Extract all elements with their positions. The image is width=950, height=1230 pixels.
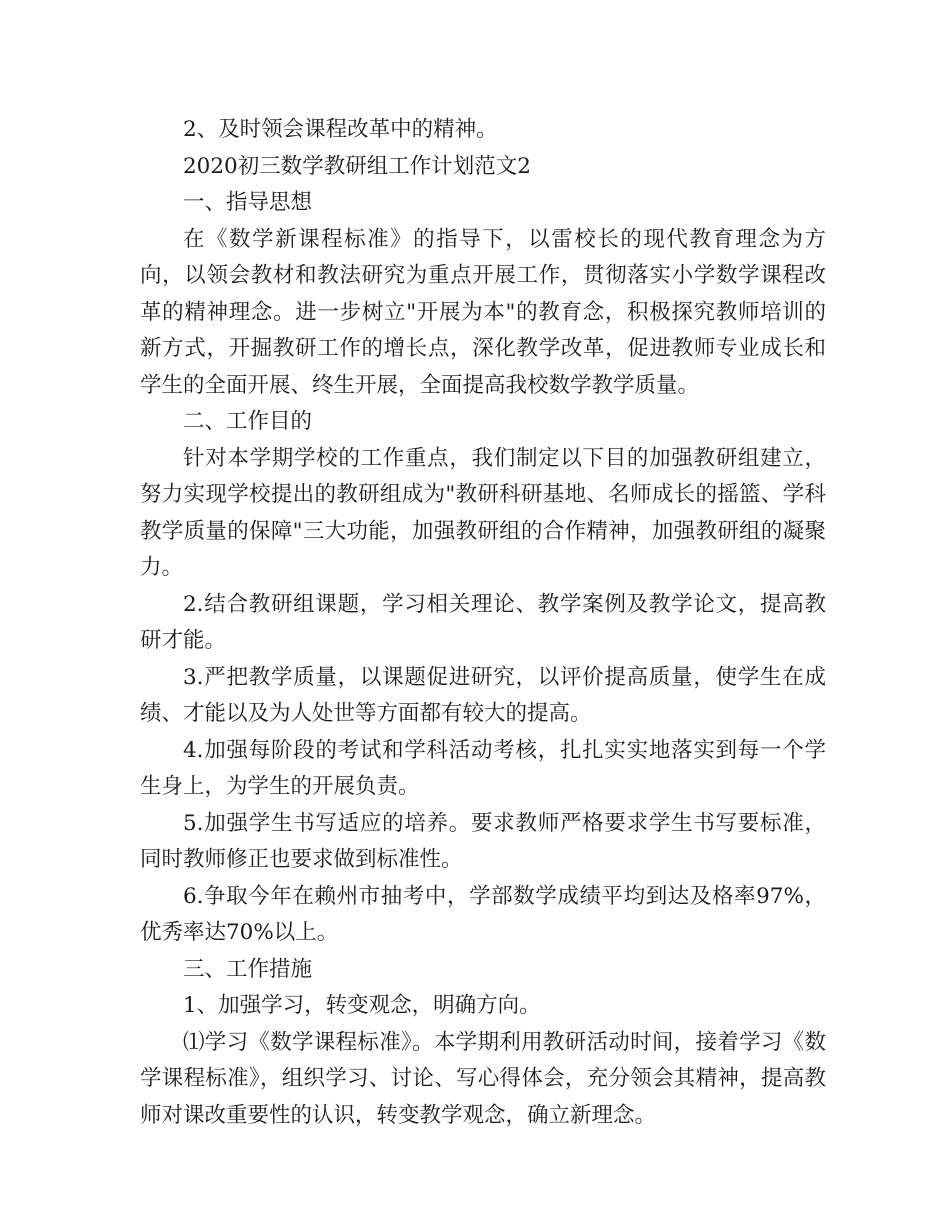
goal-item-6: 6.争取今年在赖州市抽考中，学部数学成绩平均到达及格率97%，优秀率达70%以上。 <box>140 883 826 945</box>
paragraph-item-2: 2、及时领会课程改革中的精神。 <box>183 117 498 142</box>
document-heading: 2020初三数学教研组工作计划范文2 <box>183 153 531 179</box>
goal-item-4: 4.加强每阶段的考试和学科活动考核，扎扎实实地落实到每一个学生身上，为学生的开展负责。 <box>140 737 826 799</box>
section-heading-work-measures: 三、工作措施 <box>183 956 313 982</box>
paragraph-guiding-ideology: 在《数学新课程标准》的指导下，以雷校长的现代教育理念为方向，以领会教材和教法研究为重点开展工作，贯彻落实小学数学课程改革的精神理念。进一步树立"开展为本"的教育念，积极探究教师培训的新方式，开掘教研工作的增长点，深化教学改革，促进教师专业成长和学生的全面开展、终生开展，全面提高我校数学教学质量。 <box>140 226 826 398</box>
document-body <box>140 112 826 1134</box>
measure-subitem-1: ⑴学习《数学课程标准》。本学期利用教研活动时间，接着学习《数学课程标准》，组织学习、讨论、写心得体会，充分领会其精神，提高教师对课改重要性的认识，转变教学观念，确立新理念。 <box>140 1029 826 1128</box>
section-heading-guiding-ideology: 一、指导思想 <box>183 190 313 215</box>
paragraph-work-goals: 针对本学期学校的工作重点，我们制定以下目的加强教研组建立，努力实现学校提出的教研组成为"教研科研基地、名师成长的摇篮、学科教学质量的保障"三大功能，加强教研组的合作精神，加强教研组的凝聚力。 <box>140 445 826 580</box>
goal-item-3: 3.严把教学质量，以课题促进研究，以评价提高质量，使学生在成绩、才能以及为人处世等方面都有较大的提高。 <box>140 664 826 726</box>
goal-item-2: 2.结合教研组课题，学习相关理论、教学案例及教学论文，提高教研才能。 <box>140 591 826 653</box>
goal-item-5: 5.加强学生书写适应的培养。要求教师严格要求学生书写要标准，同时教师修正也要求做到标准性。 <box>140 810 826 872</box>
section-heading-work-goals: 二、工作目的 <box>183 409 313 434</box>
measure-item-1: 1、加强学习，转变观念，明确方向。 <box>183 993 541 1018</box>
